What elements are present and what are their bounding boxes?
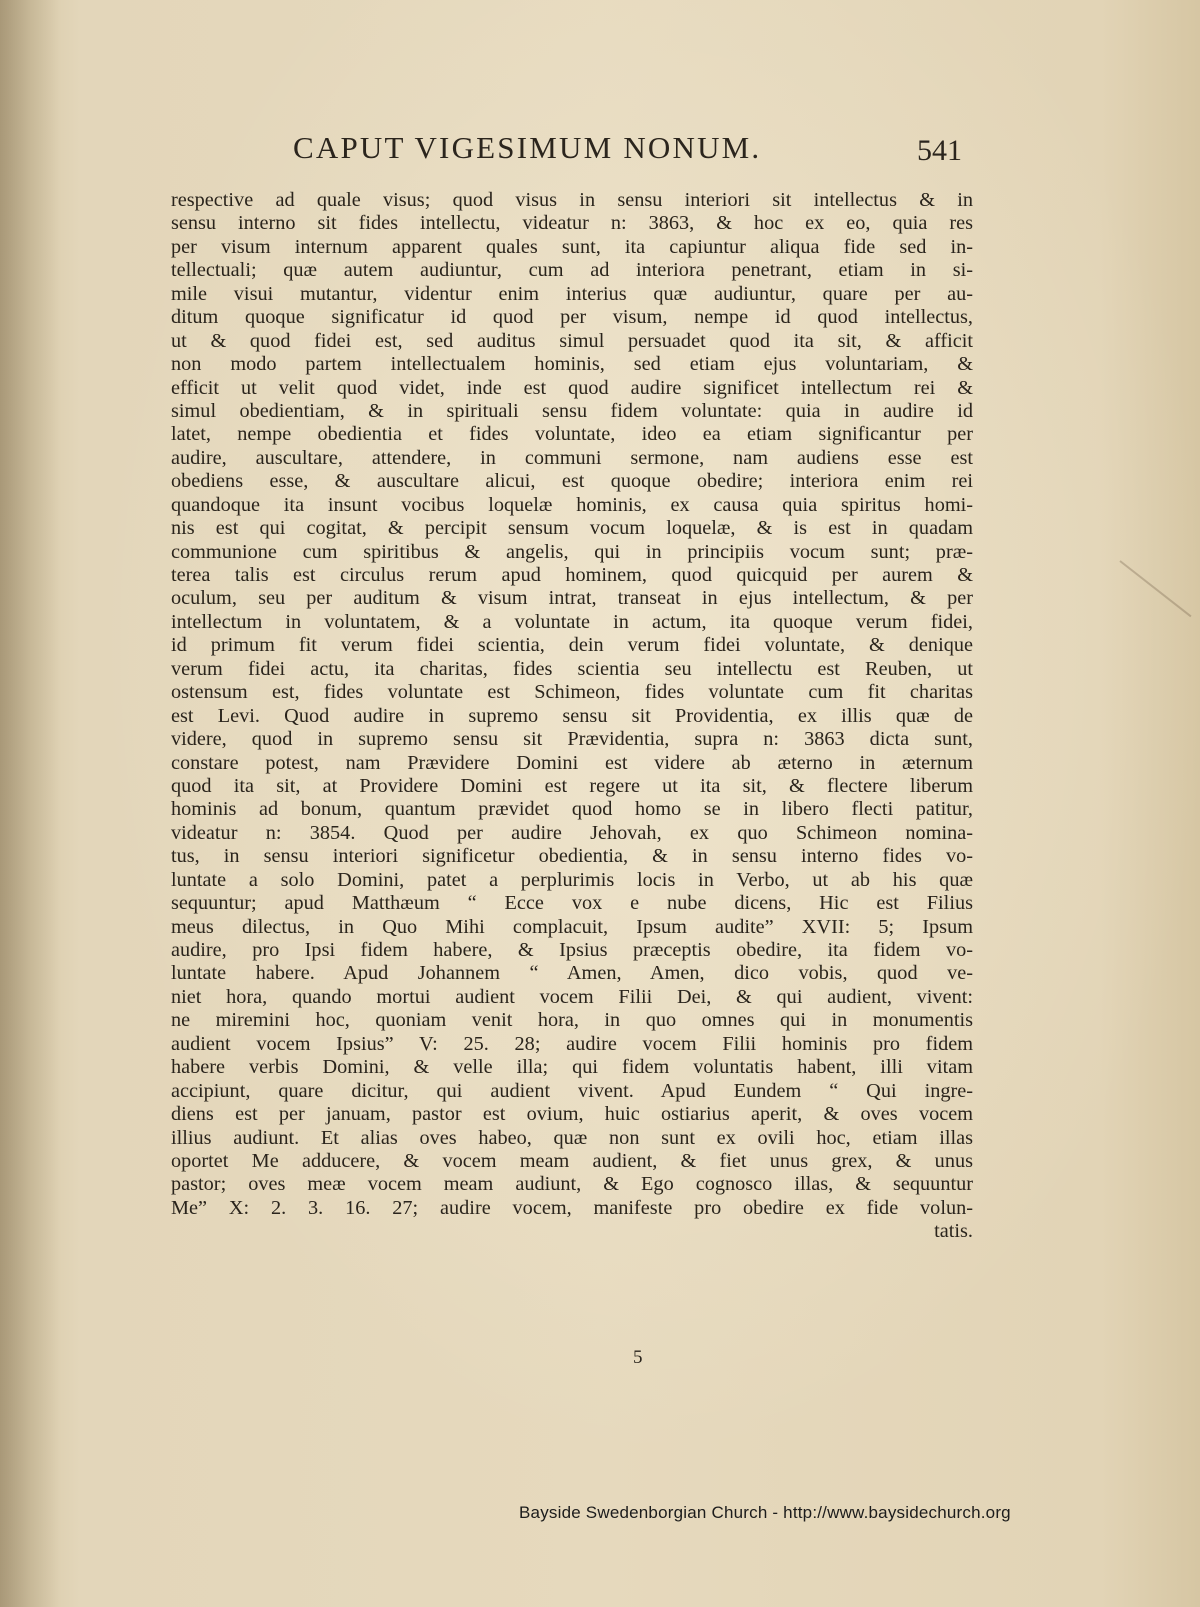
text-line: latet, nempe obedientia et fides voluntate, ideo ea etiam significantur per xyxy=(171,423,973,446)
catchword: tatis. xyxy=(934,1220,973,1243)
text-line: niet hora, quando mortui audient vocem Filii Dei, & qui audient, vivent: xyxy=(171,985,973,1008)
text-line: quandoque ita insunt vocibus loquelæ hominis, ex causa quia spiritus homi- xyxy=(171,493,973,516)
text-line: simul obedientiam, & in spirituali sensu fidem voluntate: quia in audire id xyxy=(171,399,973,422)
text-line: intellectum in voluntatem, & a voluntate in actum, ita quoque verum fidei, xyxy=(171,610,973,633)
text-line: Me” X: 2. 3. 16. 27; audire vocem, manifeste pro obedire ex fide volun- xyxy=(171,1196,973,1219)
text-line: sensu interno sit fides intellectu, videatur n: 3863, & hoc ex eo, quia res xyxy=(171,212,973,235)
text-line: accipiunt, quare dicitur, qui audient vivent. Apud Eundem “ Qui ingre- xyxy=(171,1079,973,1102)
text-line: ostensum est, fides voluntate est Schimeon, fides voluntate cum fit charitas xyxy=(171,681,973,704)
text-line: illius audiunt. Et alias oves habeo, quæ non sunt ex ovili hoc, etiam illas xyxy=(171,1126,973,1149)
text-line: audire, pro Ipsi fidem habere, & Ipsius præceptis obedire, ita fidem vo- xyxy=(171,939,973,961)
text-line: quod ita sit, at Providere Domini est regere ut ita sit, & flectere liberum xyxy=(171,774,973,797)
text-line: id primum fit verum fidei scientia, dein verum fidei voluntate, & denique xyxy=(171,634,973,657)
text-line: sequuntur; apud Matthæum “ Ecce vox e nube dicens, Hic est Filius xyxy=(171,892,973,915)
text-line: ditum quoque significatur id quod per visum, nempe id quod intellectus, xyxy=(171,306,973,329)
text-line: obediens esse, & auscultare alicui, est quoque obedire; interiora enim rei xyxy=(171,470,973,493)
text-line: respective ad quale visus; quod visus in sensu interiori sit intellectus & in xyxy=(171,189,973,211)
text-line: ne miremini hoc, quoniam venit hora, in quo omnes qui in monumentis xyxy=(171,1009,973,1032)
text-line: ut & quod fidei est, sed auditus simul persuadet quod ita sit, & afficit xyxy=(171,329,973,352)
text-line: audire, auscultare, attendere, in communi sermone, nam audiens esse est xyxy=(171,446,973,469)
text-line: per visum internum apparent quales sunt, ita capiuntur aliqua fide sed in- xyxy=(171,235,973,258)
text-line: oportet Me adducere, & vocem meam audient, & fiet unus grex, & unus xyxy=(171,1149,973,1172)
text-line: luntate habere. Apud Johannem “ Amen, Amen, dico vobis, quod ve- xyxy=(171,962,973,985)
text-line: constare potest, nam Prævidere Domini est videre ab æterno in æternum xyxy=(171,751,973,774)
gutter-shadow xyxy=(0,0,60,1607)
text-line: oculum, seu per auditum & visum intrat, transeat in ejus intellectum, & per xyxy=(171,587,973,610)
text-line: communione cum spiritibus & angelis, qui in principiis vocum sunt; præ- xyxy=(171,540,973,563)
text-line: luntate a solo Domini, patet a perplurimis locis in Verbo, ut ab his quæ xyxy=(171,868,973,891)
text-line: mile visui mutantur, videntur enim interius quæ audiuntur, quare per au- xyxy=(171,282,973,305)
text-line: tus, in sensu interiori significetur obedientia, & in sensu interno fides vo- xyxy=(171,845,973,868)
body-text xyxy=(171,189,973,1244)
page-edge-crease xyxy=(1119,560,1191,617)
text-line: terea talis est circulus rerum apud hominem, quod quicquid per aurem & xyxy=(171,564,973,586)
text-line: videatur n: 3854. Quod per audire Jehovah, ex quo Schimeon nomina- xyxy=(171,821,973,844)
watermark-link[interactable]: Bayside Swedenborgian Church - http://www.baysidechurch.org xyxy=(519,1503,1011,1522)
text-line: non modo partem intellectualem hominis, sed etiam ejus voluntariam, & xyxy=(171,353,973,376)
text-line: verum fidei actu, ita charitas, fides scientia seu intellectu est Reuben, ut xyxy=(171,657,973,680)
text-line: videre, quod in supremo sensu sit Prævidentia, supra n: 3863 dicta sunt, xyxy=(171,728,973,751)
text-line: habere verbis Domini, & velle illa; qui fidem voluntatis habent, illi vitam xyxy=(171,1056,973,1079)
text-line: audient vocem Ipsius” V: 25. 28; audire vocem Filii hominis pro fidem xyxy=(171,1032,973,1055)
text-line: efficit ut velit quod videt, inde est quod audire significet intellectum rei & xyxy=(171,376,973,399)
text-line: diens est per januam, pastor est ovium, huic ostiarius aperit, & oves vocem xyxy=(171,1103,973,1126)
running-head: CAPUT VIGESIMUM NONUM. xyxy=(293,130,762,165)
text-line: est Levi. Quod audire in supremo sensu sit Providentia, ex illis quæ de xyxy=(171,704,973,727)
text-line: pastor; oves meæ vocem meam audiunt, & Ego cognosco illas, & sequuntur xyxy=(171,1173,973,1196)
page-number: 541 xyxy=(917,134,962,167)
page-header xyxy=(150,130,1000,180)
text-line: hominis ad bonum, quantum prævidet quod homo se in libero flecti patitur, xyxy=(171,798,973,821)
text-line: meus dilectus, in Quo Mihi complacuit, Ipsum audite” XVII: 5; Ipsum xyxy=(171,915,973,938)
text-line: tellectuali; quæ autem audiuntur, cum ad interiora penetrant, etiam in si- xyxy=(171,259,973,282)
signature-mark: 5 xyxy=(633,1347,643,1368)
text-line: nis est qui cogitat, & percipit sensum vocum loquelæ, & is est in quadam xyxy=(171,517,973,540)
